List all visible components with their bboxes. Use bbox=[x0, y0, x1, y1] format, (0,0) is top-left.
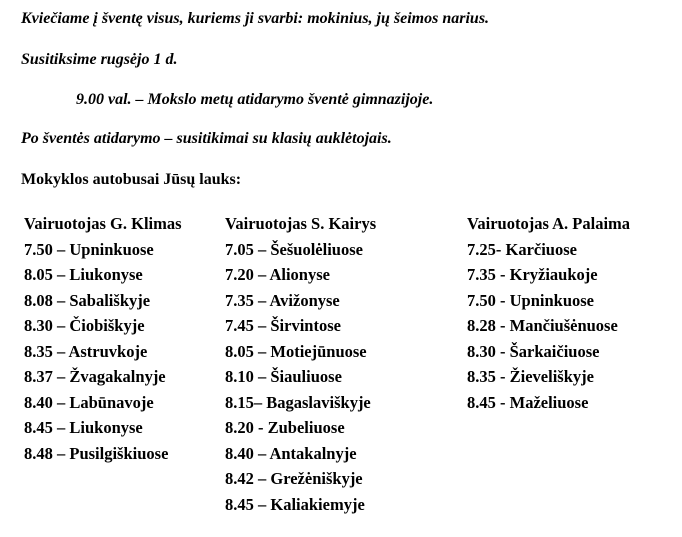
bus-stop: 7.20 – Alionyse bbox=[225, 265, 330, 284]
bus-stop: 7.05 – Šešuolėliuose bbox=[225, 239, 363, 259]
class-meetings-note: Po šventės atidarymo – susitikimai su klasių auklėtojais. bbox=[21, 130, 392, 147]
buses-heading: Mokyklos autobusai Jūsų lauks: bbox=[21, 171, 242, 188]
bus-stop: 8.28 - Mančiušėnuose bbox=[467, 316, 618, 335]
bus-stop: 8.05 – Motiejūnuose bbox=[225, 341, 367, 361]
bus-stop: 8.15– Bagaslaviškyje bbox=[225, 392, 371, 412]
bus-stop: 7.50 – Upninkuose bbox=[24, 239, 154, 259]
route-column-palaima bbox=[467, 211, 630, 415]
bus-stop: 7.45 – Širvintose bbox=[225, 316, 341, 335]
bus-stop: 7.35 - Kryžiaukoje bbox=[467, 265, 598, 284]
bus-stop: 7.25- Karčiuose bbox=[467, 239, 577, 259]
bus-stop: 8.08 – Sabališkyje bbox=[24, 290, 151, 310]
bus-stop: 8.30 - Šarkaičiuose bbox=[467, 341, 600, 361]
bus-stop: 8.45 – Kaliakiemyje bbox=[225, 494, 365, 514]
meeting-date: Susitiksime rugsėjo 1 d. bbox=[21, 51, 178, 68]
bus-stop: 8.42 – Grežėniškyje bbox=[225, 469, 363, 488]
bus-stop: 8.30 – Čiobiškyje bbox=[24, 316, 145, 335]
bus-stop: 8.35 – Astruvkoje bbox=[24, 341, 148, 361]
bus-stop: 8.35 - Žieveliškyje bbox=[467, 367, 594, 386]
bus-stop: 8.48 – Pusilgiškiuose bbox=[24, 443, 169, 463]
bus-stop: 8.40 – Antakalnyje bbox=[225, 443, 357, 463]
route-column-kairys bbox=[225, 211, 376, 517]
ceremony-time: 9.00 val. – Mokslo metų atidarymo šventė gimnazijoje. bbox=[76, 91, 434, 108]
invitation-text: Kviečiame į šventę visus, kuriems ji svarbi: mokinius, jų šeimos narius. bbox=[21, 10, 490, 27]
driver-name: Vairuotojas S. Kairys bbox=[225, 214, 377, 233]
bus-stop: 8.37 – Žvagakalnyje bbox=[24, 367, 166, 386]
bus-stop: 8.40 – Labūnavoje bbox=[24, 392, 154, 412]
bus-stop: 8.05 – Liukonyse bbox=[24, 265, 143, 284]
driver-name: Vairuotojas A. Palaima bbox=[467, 214, 631, 233]
bus-stop: 8.10 – Šiauliuose bbox=[225, 367, 342, 386]
bus-stop: 8.45 - Maželiuose bbox=[467, 392, 589, 412]
route-column-klimas bbox=[24, 211, 182, 466]
bus-stop: 7.35 – Avižonyse bbox=[225, 290, 340, 310]
bus-stop: 8.45 – Liukonyse bbox=[24, 418, 143, 437]
driver-name: Vairuotojas G. Klimas bbox=[24, 214, 182, 233]
bus-stop: 8.20 - Zubeliuose bbox=[225, 418, 345, 437]
bus-stop: 7.50 - Upninkuose bbox=[467, 290, 594, 310]
